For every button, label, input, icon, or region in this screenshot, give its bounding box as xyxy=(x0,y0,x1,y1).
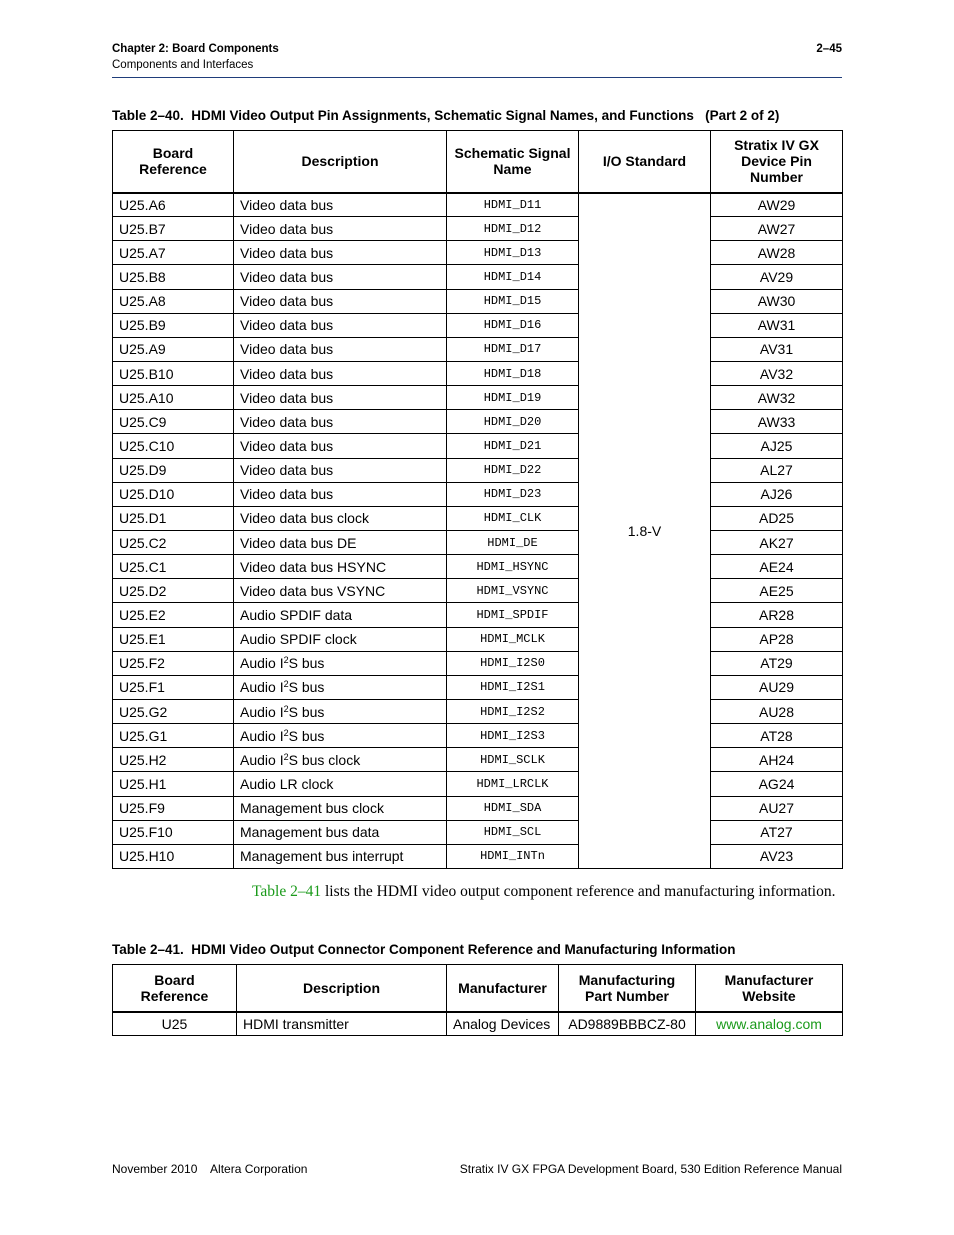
cell-board-reference: U25.G1 xyxy=(113,724,234,748)
cell-pin-number: AK27 xyxy=(711,530,843,554)
cell-schematic-signal: HDMI_I2S0 xyxy=(447,651,579,675)
cell-description: Video data bus HSYNC xyxy=(234,555,447,579)
cell-pin-number: AT29 xyxy=(711,651,843,675)
cell-board-reference: U25.A9 xyxy=(113,337,234,361)
paragraph-text: lists the HDMI video output component reference and manufacturing information. xyxy=(321,883,836,900)
table-2-41-caption: Table 2–41. HDMI Video Output Connector Component Reference and Manufacturing Information xyxy=(112,942,736,957)
cell-pin-number: AG24 xyxy=(711,772,843,796)
col-header-io-standard: I/O Standard xyxy=(579,131,711,193)
cell-board-reference: U25.E2 xyxy=(113,603,234,627)
superscript: 2 xyxy=(283,703,289,714)
cell-description: Video data bus xyxy=(234,313,447,337)
cell-schematic-signal: HDMI_I2S3 xyxy=(447,724,579,748)
cell-description: Management bus clock xyxy=(234,796,447,820)
cell-description xyxy=(234,748,447,772)
cell-schematic-signal: HDMI_INTn xyxy=(447,844,579,868)
table-row xyxy=(113,386,843,410)
description-text: Audio I xyxy=(240,727,284,744)
cell-description: Video data bus VSYNC xyxy=(234,579,447,603)
table-row xyxy=(113,844,843,868)
table-row xyxy=(113,724,843,748)
cell-board-reference: U25.B9 xyxy=(113,313,234,337)
footer-right: Stratix IV GX FPGA Development Board, 530 Edition Reference Manual xyxy=(459,1162,842,1176)
cell-pin-number: AR28 xyxy=(711,603,843,627)
cell-board-reference: U25.D1 xyxy=(113,506,234,530)
cell-pin-number: AW30 xyxy=(711,289,843,313)
table-row xyxy=(113,410,843,434)
table-row xyxy=(113,796,843,820)
cell-pin-number: AH24 xyxy=(711,748,843,772)
cell-schematic-signal: HDMI_I2S1 xyxy=(447,675,579,699)
cell-schematic-signal: HDMI_CLK xyxy=(447,506,579,530)
table-header-row xyxy=(113,965,843,1012)
cell-description: Video data bus xyxy=(234,241,447,265)
cell-schematic-signal: HDMI_LRCLK xyxy=(447,772,579,796)
cell-schematic-signal: HDMI_D19 xyxy=(447,386,579,410)
cell-description: Video data bus xyxy=(234,193,447,217)
cell-description: Video data bus xyxy=(234,410,447,434)
intro-paragraph xyxy=(252,882,842,902)
table-row xyxy=(113,603,843,627)
cell-board-reference: U25.H1 xyxy=(113,772,234,796)
table-row xyxy=(113,361,843,385)
col-header-part-number: Manufacturing Part Number xyxy=(559,965,696,1012)
table-row xyxy=(113,193,843,217)
cell-schematic-signal: HDMI_SCL xyxy=(447,820,579,844)
cell-description: Video data bus xyxy=(234,434,447,458)
table-row xyxy=(113,651,843,675)
manufacturer-website-link[interactable]: www.analog.com xyxy=(716,1015,822,1032)
description-text: Audio I xyxy=(240,679,284,696)
cell-pin-number: AV23 xyxy=(711,844,843,868)
cell-board-reference: U25.C2 xyxy=(113,530,234,554)
cell-pin-number: AE24 xyxy=(711,555,843,579)
table-row xyxy=(113,265,843,289)
table-row xyxy=(113,748,843,772)
cell-io-standard: 1.8-V xyxy=(579,193,711,869)
cell-description: Video data bus xyxy=(234,386,447,410)
description-text: S bus clock xyxy=(288,751,361,768)
cell-board-reference: U25.G2 xyxy=(113,699,234,723)
cell-board-reference: U25.A6 xyxy=(113,193,234,217)
cell-pin-number: AV31 xyxy=(711,337,843,361)
superscript: 2 xyxy=(283,727,289,738)
cell-schematic-signal: HDMI_D15 xyxy=(447,289,579,313)
cell-board-reference: U25 xyxy=(113,1012,237,1036)
cell-schematic-signal: HDMI_D18 xyxy=(447,361,579,385)
table-row xyxy=(113,579,843,603)
cell-pin-number: AE25 xyxy=(711,579,843,603)
cell-board-reference: U25.B8 xyxy=(113,265,234,289)
cell-website xyxy=(696,1012,843,1036)
cell-pin-number: AW31 xyxy=(711,313,843,337)
cell-board-reference: U25.F9 xyxy=(113,796,234,820)
cell-schematic-signal: HDMI_I2S2 xyxy=(447,699,579,723)
cell-board-reference: U25.D2 xyxy=(113,579,234,603)
cell-pin-number: AJ26 xyxy=(711,482,843,506)
cell-description: Video data bus DE xyxy=(234,530,447,554)
cell-board-reference: U25.A8 xyxy=(113,289,234,313)
cell-board-reference: U25.C1 xyxy=(113,555,234,579)
col-header-manufacturer: Manufacturer xyxy=(447,965,559,1012)
cell-board-reference: U25.F2 xyxy=(113,651,234,675)
cell-pin-number: AT27 xyxy=(711,820,843,844)
cell-board-reference: U25.A7 xyxy=(113,241,234,265)
superscript: 2 xyxy=(283,655,289,666)
cell-pin-number: AP28 xyxy=(711,627,843,651)
table-row xyxy=(113,627,843,651)
cell-description: Video data bus xyxy=(234,361,447,385)
cell-board-reference: U25.H2 xyxy=(113,748,234,772)
cell-board-reference: U25.E1 xyxy=(113,627,234,651)
cell-description: Video data bus xyxy=(234,337,447,361)
cell-pin-number: AV29 xyxy=(711,265,843,289)
table-2-41 xyxy=(112,964,843,1036)
cell-description xyxy=(234,651,447,675)
header-section: Components and Interfaces xyxy=(112,59,254,71)
table-row xyxy=(113,506,843,530)
cell-description: Audio SPDIF data xyxy=(234,603,447,627)
cell-description: HDMI transmitter xyxy=(237,1012,447,1036)
cell-schematic-signal: HDMI_SPDIF xyxy=(447,603,579,627)
col-header-description: Description xyxy=(237,965,447,1012)
cell-board-reference: U25.C9 xyxy=(113,410,234,434)
cell-board-reference: U25.D9 xyxy=(113,458,234,482)
cell-pin-number: AW27 xyxy=(711,217,843,241)
cell-part-number: AD9889BBBCZ-80 xyxy=(559,1012,696,1036)
cell-description xyxy=(234,724,447,748)
table-row xyxy=(113,313,843,337)
cell-schematic-signal: HDMI_D16 xyxy=(447,313,579,337)
col-header-board-reference: Board Reference xyxy=(113,131,234,193)
cell-description: Video data bus clock xyxy=(234,506,447,530)
cell-pin-number: AL27 xyxy=(711,458,843,482)
table-row xyxy=(113,675,843,699)
table-row xyxy=(113,289,843,313)
cell-pin-number: AT28 xyxy=(711,724,843,748)
cell-board-reference: U25.F10 xyxy=(113,820,234,844)
table-row xyxy=(113,241,843,265)
cell-board-reference: U25.B10 xyxy=(113,361,234,385)
cell-pin-number: AV32 xyxy=(711,361,843,385)
cell-board-reference: U25.C10 xyxy=(113,434,234,458)
table-row xyxy=(113,555,843,579)
table-row xyxy=(113,530,843,554)
cell-description: Audio SPDIF clock xyxy=(234,627,447,651)
description-text: Audio I xyxy=(240,655,284,672)
description-text: S bus xyxy=(288,655,325,672)
table-row xyxy=(113,772,843,796)
cell-pin-number: AU27 xyxy=(711,796,843,820)
cell-pin-number: AW28 xyxy=(711,241,843,265)
table-row xyxy=(113,217,843,241)
table-row xyxy=(113,820,843,844)
cell-description xyxy=(234,675,447,699)
table-2-40-caption: Table 2–40. HDMI Video Output Pin Assignments, Schematic Signal Names, and Functions (Part 2 of 2) xyxy=(112,108,780,123)
cell-pin-number: AW33 xyxy=(711,410,843,434)
cell-board-reference: U25.F1 xyxy=(113,675,234,699)
superscript: 2 xyxy=(283,679,289,690)
cell-schematic-signal: HDMI_SCLK xyxy=(447,748,579,772)
footer-left: November 2010 Altera Corporation xyxy=(112,1162,308,1176)
cell-pin-number: AW32 xyxy=(711,386,843,410)
header-chapter: Chapter 2: Board Components xyxy=(112,43,279,55)
cell-schematic-signal: HDMI_VSYNC xyxy=(447,579,579,603)
cell-description: Video data bus xyxy=(234,482,447,506)
cell-schematic-signal: HDMI_SDA xyxy=(447,796,579,820)
table-row xyxy=(113,434,843,458)
cell-schematic-signal: HDMI_D13 xyxy=(447,241,579,265)
col-header-website: Manufacturer Website xyxy=(696,965,843,1012)
header-page-number: 2–45 xyxy=(816,43,842,55)
cell-manufacturer: Analog Devices xyxy=(447,1012,559,1036)
cell-schematic-signal: HDMI_D14 xyxy=(447,265,579,289)
description-text: S bus xyxy=(288,727,325,744)
cell-description: Video data bus xyxy=(234,217,447,241)
cell-board-reference: U25.A10 xyxy=(113,386,234,410)
table-row xyxy=(113,337,843,361)
cell-board-reference: U25.H10 xyxy=(113,844,234,868)
table-2-41-link[interactable]: Table 2–41 xyxy=(252,883,322,900)
cell-pin-number: AD25 xyxy=(711,506,843,530)
description-text: Audio I xyxy=(240,703,284,720)
cell-schematic-signal: HDMI_D23 xyxy=(447,482,579,506)
cell-pin-number: AU28 xyxy=(711,699,843,723)
col-header-board-reference: Board Reference xyxy=(113,965,237,1012)
cell-description: Audio LR clock xyxy=(234,772,447,796)
table-row xyxy=(113,699,843,723)
table-row xyxy=(113,482,843,506)
cell-description: Video data bus xyxy=(234,458,447,482)
cell-pin-number: AJ25 xyxy=(711,434,843,458)
col-header-description: Description xyxy=(234,131,447,193)
cell-schematic-signal: HDMI_D11 xyxy=(447,193,579,217)
table-row xyxy=(113,458,843,482)
cell-schematic-signal: HDMI_DE xyxy=(447,530,579,554)
cell-board-reference: U25.B7 xyxy=(113,217,234,241)
header-rule xyxy=(112,77,842,78)
cell-pin-number: AW29 xyxy=(711,193,843,217)
cell-schematic-signal: HDMI_D20 xyxy=(447,410,579,434)
cell-schematic-signal: HDMI_D22 xyxy=(447,458,579,482)
cell-description xyxy=(234,699,447,723)
cell-schematic-signal: HDMI_MCLK xyxy=(447,627,579,651)
cell-schematic-signal: HDMI_D21 xyxy=(447,434,579,458)
cell-board-reference: U25.D10 xyxy=(113,482,234,506)
table-2-40 xyxy=(112,130,843,869)
cell-schematic-signal: HDMI_D12 xyxy=(447,217,579,241)
cell-description: Management bus data xyxy=(234,820,447,844)
table-row xyxy=(113,1012,843,1036)
cell-description: Video data bus xyxy=(234,265,447,289)
cell-schematic-signal: HDMI_D17 xyxy=(447,337,579,361)
description-text: S bus xyxy=(288,679,325,696)
col-header-schematic-signal: Schematic Signal Name xyxy=(447,131,579,193)
cell-description: Management bus interrupt xyxy=(234,844,447,868)
cell-pin-number: AU29 xyxy=(711,675,843,699)
description-text: Audio I xyxy=(240,751,284,768)
cell-description: Video data bus xyxy=(234,289,447,313)
cell-schematic-signal: HDMI_HSYNC xyxy=(447,555,579,579)
col-header-pin-number: Stratix IV GX Device Pin Number xyxy=(711,131,843,193)
superscript: 2 xyxy=(283,751,289,762)
description-text: S bus xyxy=(288,703,325,720)
table-header-row xyxy=(113,131,843,193)
